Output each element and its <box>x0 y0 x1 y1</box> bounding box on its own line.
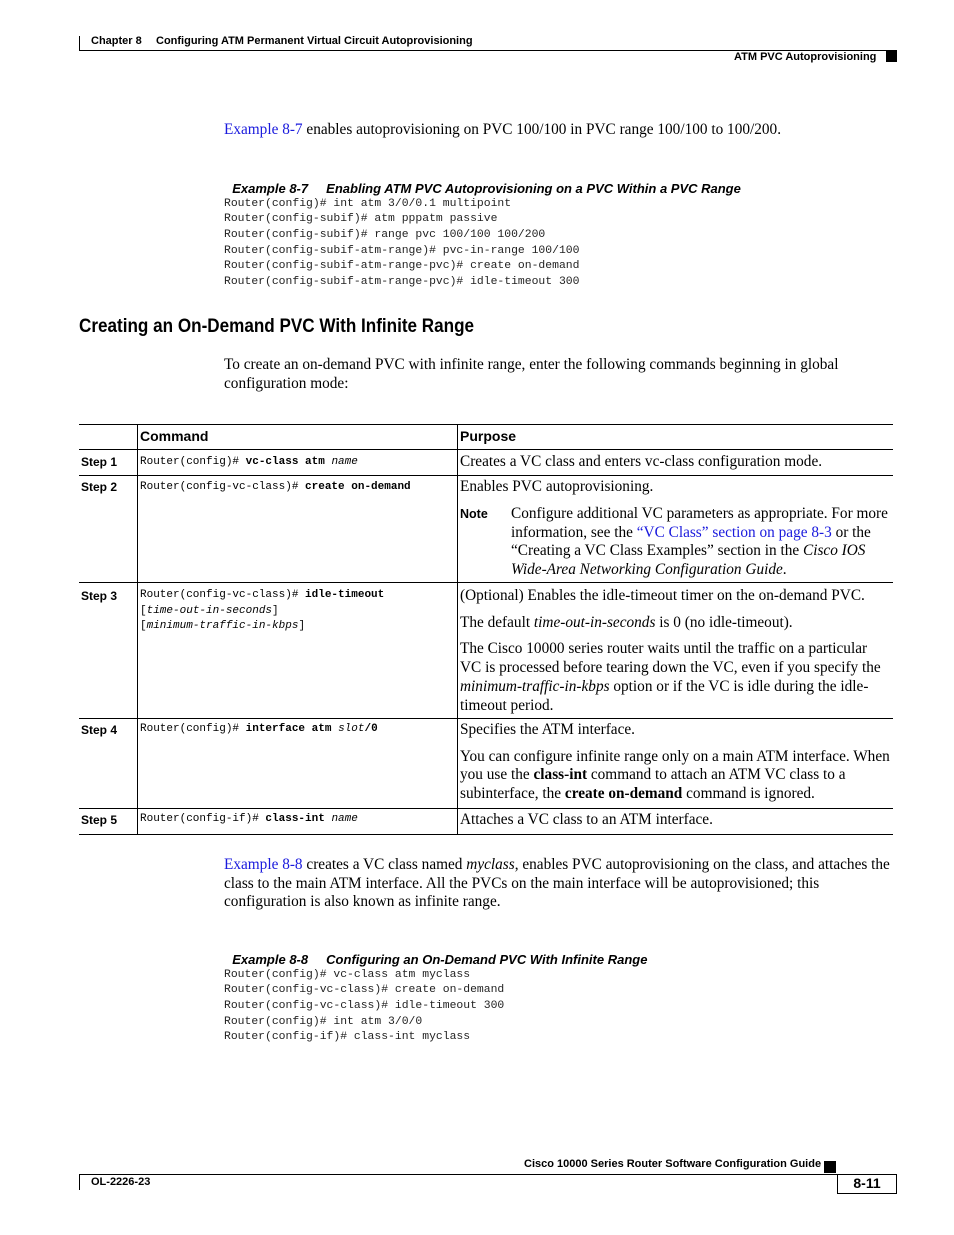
code-line: Router(config-vc-class)# create on-demand <box>224 984 505 996</box>
table-bottom-rule <box>79 834 893 835</box>
header-chapter: Chapter 8 <box>91 35 142 47</box>
cmd-keyword: interface atm <box>245 723 332 735</box>
purpose-paragraph: The Cisco 10000 series router waits until the traffic on a particular VC is processed before tearing down the VC, even if you specify the minimum-traffic-in-kbps option or if the VC is idle during the idle-timeout period. <box>460 640 881 714</box>
step-4-command <box>140 722 378 738</box>
purpose-paragraph: Specifies the ATM interface. <box>460 721 636 738</box>
cmd-prompt: Router(config)# <box>140 456 246 468</box>
table-header-command: Command <box>140 428 209 444</box>
step-label: Step 1 <box>81 455 118 469</box>
table-header-purpose: Purpose <box>460 428 517 444</box>
cmd-prompt: Router(config)# <box>140 723 246 735</box>
example-label: Example 8-7 <box>232 181 309 196</box>
table-row-rule <box>79 475 893 476</box>
section-intro-line-2: configuration mode: <box>224 375 349 392</box>
footer-marker <box>824 1161 836 1173</box>
code-line: Router(config-subif-atm-range-pvc)# idle-timeout 300 <box>224 276 580 288</box>
page-number: 8-11 <box>853 1175 881 1191</box>
step-label: Step 3 <box>81 589 118 603</box>
cmd-keyword: class-int <box>265 813 325 825</box>
cmd-prompt: Router(config-vc-class)# <box>140 481 306 493</box>
step-2-purpose: Enables PVC autoprovisioning. <box>460 478 654 495</box>
note-text: Configure additional VC parameters as appropriate. For more information, see the “VC Class” section on page 8-3 or the “Creating a VC Class Examples” section in the Cisco IOS Wide-Area Networking Configuration Guide. <box>511 505 888 579</box>
table-col-divider <box>137 424 138 835</box>
step-5-purpose: Attaches a VC class to an ATM interface. <box>460 811 713 828</box>
step-3-command: Router(config-vc-class)# idle-timeout [time-out-in-seconds] [minimum-traffic-in-kbps] <box>140 589 385 632</box>
code-line: Router(config-subif-atm-range)# pvc-in-range 100/100 <box>224 245 580 257</box>
footer-doc-id: OL-2226-23 <box>91 1176 151 1188</box>
section-heading: Creating an On-Demand PVC With Infinite Range <box>79 316 475 337</box>
example-caption <box>225 166 741 196</box>
cmd-keyword: create on-demand <box>305 481 411 493</box>
step-3-purpose <box>460 587 890 723</box>
example-8-7-link[interactable]: Example 8-7 <box>224 121 303 138</box>
step-2-command <box>140 480 411 496</box>
cmd-argument: name <box>331 813 358 825</box>
table-top-rule <box>79 424 893 425</box>
vc-class-section-link[interactable]: “VC Class” section on page 8-3 <box>636 523 832 541</box>
step-1-command <box>140 455 358 471</box>
step-5-command <box>140 812 358 828</box>
header-chapter-title: Configuring ATM Permanent Virtual Circuit Autoprovisioning <box>156 35 473 47</box>
intro-paragraph <box>224 121 904 140</box>
section-intro-line-1: To create an on-demand PVC with infinite range, enter the following commands beginning in global <box>224 356 839 373</box>
example-caption <box>225 937 647 967</box>
cmd-argument: time-out-in-seconds <box>146 604 273 617</box>
purpose-paragraph: (Optional) Enables the idle-timeout timer on the on-demand PVC. <box>460 587 865 604</box>
cmd-argument: name <box>331 456 358 468</box>
table-col-divider <box>457 424 458 835</box>
intro-text: enables autoprovisioning on PVC 100/100 in PVC range 100/100 to 100/200. <box>302 121 782 138</box>
code-line: Router(config)# int atm 3/0/0.1 multipoint <box>224 198 512 210</box>
cmd-prompt: Router(config-if)# <box>140 813 266 825</box>
code-line: Router(config)# int atm 3/0/0 <box>224 1016 423 1028</box>
after-table-paragraph: Example 8-8 creates a VC class named myclass, enables PVC autoprovisioning on the class, and attaches the class to the main ATM interface. All the PVCs on the main interface will be autoprovisioned; this configuration is also known as infinite range. <box>224 856 890 910</box>
step-label: Step 4 <box>81 723 118 737</box>
example-label: Example 8-8 <box>232 952 309 967</box>
table-row-rule <box>79 582 893 583</box>
table-header-rule <box>79 449 893 450</box>
footer-guide-title: Cisco 10000 Series Router Software Configuration Guide <box>524 1158 822 1170</box>
code-line: Router(config-subif)# atm pppatm passive <box>224 213 498 225</box>
purpose-paragraph: You can configure infinite range only on a main ATM interface. When you use the class-int command to attach an ATM VC class to a subinterface, the create on-demand command is ignored. <box>460 747 890 803</box>
cmd-keyword: vc-class atm <box>245 456 325 468</box>
footer-rule-left <box>79 1174 80 1190</box>
code-line: Router(config-subif-atm-range-pvc)# create on-demand <box>224 260 580 272</box>
purpose-paragraph: The default time-out-in-seconds is 0 (no idle-timeout). <box>460 613 793 631</box>
cmd-keyword: /0 <box>364 723 378 735</box>
example-title: Enabling ATM PVC Autoprovisioning on a PVC Within a PVC Range <box>326 181 741 196</box>
cmd-keyword: idle-timeout <box>305 589 385 601</box>
header-section: ATM PVC Autoprovisioning <box>734 51 877 63</box>
example-title: Configuring an On-Demand PVC With Infinite Range <box>326 952 648 967</box>
header-rule-left <box>79 36 80 51</box>
note-label: Note <box>460 507 488 521</box>
step-label: Step 5 <box>81 813 118 827</box>
code-line: Router(config-vc-class)# idle-timeout 300 <box>224 1000 505 1012</box>
cmd-argument: slot <box>338 723 365 735</box>
step-4-purpose <box>460 721 890 812</box>
step-label: Step 2 <box>81 480 118 494</box>
cmd-argument: minimum-traffic-in-kbps <box>146 620 299 632</box>
code-line: Router(config-subif)# range pvc 100/100 100/200 <box>224 229 546 241</box>
code-line: Router(config)# vc-class atm myclass <box>224 969 471 981</box>
code-line: Router(config-if)# class-int myclass <box>224 1031 471 1043</box>
cmd-prompt: Router(config-vc-class)# <box>140 589 306 601</box>
footer-rule <box>79 1174 897 1175</box>
example-8-8-link[interactable]: Example 8-8 <box>224 856 303 873</box>
header-marker <box>886 51 897 62</box>
step-1-purpose: Creates a VC class and enters vc-class configuration mode. <box>460 453 823 470</box>
